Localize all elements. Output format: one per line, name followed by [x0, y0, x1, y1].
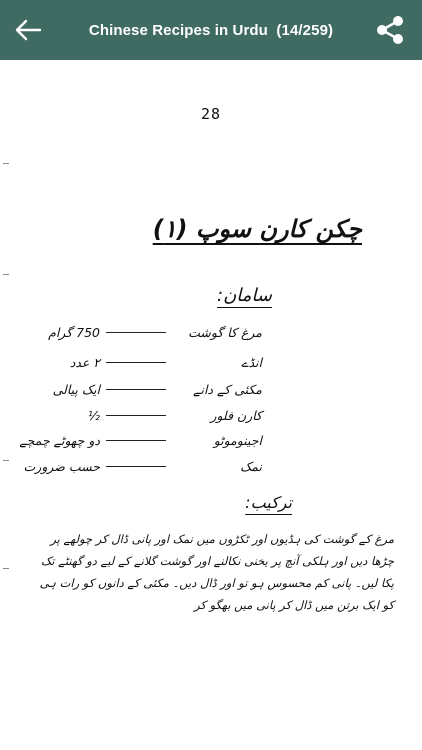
page-number: 28: [200, 105, 222, 123]
ingredient-name: انڈے: [241, 354, 262, 370]
back-button[interactable]: [10, 12, 46, 48]
recipe-page[interactable]: [0, 60, 422, 750]
ingredient-name: کارن فلور: [210, 407, 262, 423]
ingredient-name: مرغ کا گوشت: [188, 324, 262, 340]
ingredient-row: [69, 350, 262, 374]
margin-mark: [3, 568, 9, 569]
ingredient-qty: ½: [87, 407, 100, 423]
dash-line: [106, 332, 166, 333]
share-icon: [374, 14, 406, 46]
ingredient-name: مکئی کے دانے: [193, 381, 262, 397]
ingredient-row: [19, 428, 262, 452]
margin-mark: [3, 460, 9, 461]
back-arrow-icon: [14, 18, 42, 42]
ingredient-qty: ایک پیالی: [52, 381, 100, 397]
app-bar: [0, 0, 422, 60]
ingredient-row: [52, 377, 262, 401]
share-button[interactable]: [372, 12, 408, 48]
dash-line: [106, 389, 166, 390]
ingredient-row: [48, 320, 262, 344]
ingredient-qty: 750 گرام: [48, 324, 100, 340]
ingredient-row: [80, 403, 262, 427]
ingredient-name: اجینوموٹو: [213, 432, 262, 448]
margin-mark: [3, 163, 9, 164]
ingredients-heading: سامان:: [217, 285, 272, 306]
ingredient-name: نمک: [240, 458, 262, 474]
dash-line: [106, 466, 166, 467]
ingredient-row: [23, 454, 262, 478]
method-heading: ترکیب:: [245, 493, 292, 512]
dash-line: [106, 415, 166, 416]
ingredient-qty: ۲ عدد: [69, 354, 100, 370]
margin-mark: [3, 274, 9, 275]
method-text: مرغ کے گوشت کی ہڈیوں اور ٹکڑوں میں نمک اور پانی ڈال کر چولھے پر چڑھا دیں اور ہلکی آنچ پر یخنی نکالنے اور گوشت گلانے کے لیے دو گھنٹے تک پکا لیں۔ پانی کم محسوس ہو تو اور ڈال دیں۔ مکئی کے دانوں کو رات ہی کو ایک برتن میں ڈال کر پانی میں بھگو کر: [39, 532, 394, 612]
ingredient-qty: حسب ضرورت: [23, 458, 100, 474]
ingredient-qty: دو چھوٹے چمچے: [19, 432, 100, 448]
app-title: Chinese Recipes in Urdu (14/259): [88, 21, 334, 39]
recipe-title: چکن کارن سوپ (۱): [152, 215, 362, 243]
dash-line: [106, 362, 166, 363]
dash-line: [106, 440, 166, 441]
